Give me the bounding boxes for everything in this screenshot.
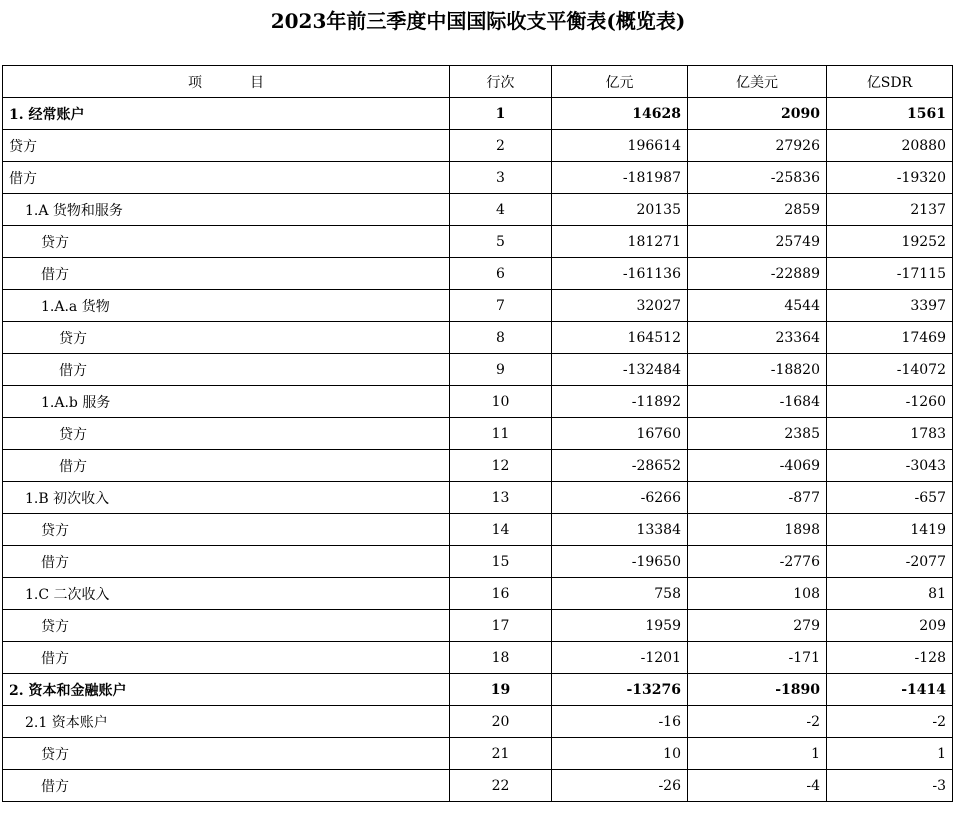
usd-value-cell: -18820	[688, 354, 827, 386]
usd-value-cell: 279	[688, 610, 827, 642]
usd-value-cell: 27926	[688, 130, 827, 162]
item-cell: 贷方	[3, 130, 450, 162]
row-number-cell: 15	[450, 546, 552, 578]
item-cell: 贷方	[3, 322, 450, 354]
cny-value-cell: 10	[552, 738, 688, 770]
item-cell: 1.A 货物和服务	[3, 194, 450, 226]
table-row	[3, 706, 953, 738]
header-sdr: 亿SDR	[827, 66, 953, 98]
usd-value-cell: -4	[688, 770, 827, 802]
cny-value-cell: -6266	[552, 482, 688, 514]
item-cell: 2.1 资本账户	[3, 706, 450, 738]
table-row	[3, 674, 953, 706]
row-number-cell: 11	[450, 418, 552, 450]
row-number-cell: 3	[450, 162, 552, 194]
table-row	[3, 738, 953, 770]
item-cell: 1.A.b 服务	[3, 386, 450, 418]
sdr-value-cell: -128	[827, 642, 953, 674]
table-row	[3, 258, 953, 290]
row-number-cell: 19	[450, 674, 552, 706]
item-cell: 贷方	[3, 514, 450, 546]
header-item-char-1: 项	[188, 74, 202, 91]
sdr-value-cell: 19252	[827, 226, 953, 258]
row-number-cell: 12	[450, 450, 552, 482]
cny-value-cell: -181987	[552, 162, 688, 194]
page-title: 2023年前三季度中国国际收支平衡表(概览表)	[270, 9, 686, 33]
usd-value-cell: -22889	[688, 258, 827, 290]
usd-value-cell: -2776	[688, 546, 827, 578]
cny-value-cell: 14628	[552, 98, 688, 130]
sdr-value-cell: -3	[827, 770, 953, 802]
table-row	[3, 578, 953, 610]
item-cell: 1.C 二次收入	[3, 578, 450, 610]
table-row	[3, 610, 953, 642]
row-number-cell: 10	[450, 386, 552, 418]
sdr-value-cell: 20880	[827, 130, 953, 162]
table-row	[3, 162, 953, 194]
table-row	[3, 226, 953, 258]
row-number-cell: 6	[450, 258, 552, 290]
cny-value-cell: -16	[552, 706, 688, 738]
row-number-cell: 20	[450, 706, 552, 738]
sdr-value-cell: -2	[827, 706, 953, 738]
item-cell: 1.B 初次收入	[3, 482, 450, 514]
item-cell: 1. 经常账户	[3, 98, 450, 130]
cny-value-cell: -1201	[552, 642, 688, 674]
row-number-cell: 14	[450, 514, 552, 546]
sdr-value-cell: 1783	[827, 418, 953, 450]
cny-value-cell: 16760	[552, 418, 688, 450]
table-row	[3, 322, 953, 354]
row-number-cell: 16	[450, 578, 552, 610]
item-cell: 1.A.a 货物	[3, 290, 450, 322]
row-number-cell: 18	[450, 642, 552, 674]
item-cell: 借方	[3, 450, 450, 482]
cny-value-cell: 13384	[552, 514, 688, 546]
usd-value-cell: 2385	[688, 418, 827, 450]
usd-value-cell: -2	[688, 706, 827, 738]
cny-value-cell: 758	[552, 578, 688, 610]
cny-value-cell: 164512	[552, 322, 688, 354]
balance-of-payments-table	[2, 65, 953, 802]
item-cell: 贷方	[3, 610, 450, 642]
item-cell: 借方	[3, 770, 450, 802]
table-row	[3, 642, 953, 674]
header-cny: 亿元	[552, 66, 688, 98]
table-body	[3, 98, 953, 802]
item-cell: 借方	[3, 546, 450, 578]
sdr-value-cell: -657	[827, 482, 953, 514]
cny-value-cell: 1959	[552, 610, 688, 642]
usd-value-cell: -25836	[688, 162, 827, 194]
table-header-row	[3, 66, 953, 98]
header-row-number: 行次	[450, 66, 552, 98]
table-row	[3, 130, 953, 162]
row-number-cell: 8	[450, 322, 552, 354]
table-row	[3, 514, 953, 546]
table-row	[3, 546, 953, 578]
cny-value-cell: 32027	[552, 290, 688, 322]
item-cell: 贷方	[3, 418, 450, 450]
cny-value-cell: 20135	[552, 194, 688, 226]
usd-value-cell: -1890	[688, 674, 827, 706]
table-row	[3, 770, 953, 802]
sdr-value-cell: 209	[827, 610, 953, 642]
sdr-value-cell: -2077	[827, 546, 953, 578]
item-cell: 借方	[3, 258, 450, 290]
cny-value-cell: 181271	[552, 226, 688, 258]
row-number-cell: 22	[450, 770, 552, 802]
cny-value-cell: -161136	[552, 258, 688, 290]
row-number-cell: 9	[450, 354, 552, 386]
table-row	[3, 418, 953, 450]
usd-value-cell: 2859	[688, 194, 827, 226]
row-number-cell: 21	[450, 738, 552, 770]
table-row	[3, 354, 953, 386]
item-cell: 贷方	[3, 738, 450, 770]
row-number-cell: 13	[450, 482, 552, 514]
item-cell: 贷方	[3, 226, 450, 258]
cny-value-cell: -13276	[552, 674, 688, 706]
sdr-value-cell: -1414	[827, 674, 953, 706]
header-item-char-2: 目	[250, 74, 264, 91]
row-number-cell: 1	[450, 98, 552, 130]
row-number-cell: 7	[450, 290, 552, 322]
header-item	[3, 66, 450, 98]
cny-value-cell: -26	[552, 770, 688, 802]
usd-value-cell: -171	[688, 642, 827, 674]
table-row	[3, 290, 953, 322]
usd-value-cell: 2090	[688, 98, 827, 130]
usd-value-cell: 108	[688, 578, 827, 610]
sdr-value-cell: -3043	[827, 450, 953, 482]
sdr-value-cell: -19320	[827, 162, 953, 194]
table-row	[3, 386, 953, 418]
cny-value-cell: 196614	[552, 130, 688, 162]
usd-value-cell: -4069	[688, 450, 827, 482]
table-row	[3, 482, 953, 514]
cny-value-cell: -132484	[552, 354, 688, 386]
usd-value-cell: 25749	[688, 226, 827, 258]
cny-value-cell: -19650	[552, 546, 688, 578]
row-number-cell: 5	[450, 226, 552, 258]
cny-value-cell: -28652	[552, 450, 688, 482]
usd-value-cell: -877	[688, 482, 827, 514]
sdr-value-cell: -1260	[827, 386, 953, 418]
sdr-value-cell: 1419	[827, 514, 953, 546]
usd-value-cell: -1684	[688, 386, 827, 418]
item-cell: 借方	[3, 642, 450, 674]
sdr-value-cell: -14072	[827, 354, 953, 386]
table-row	[3, 450, 953, 482]
sdr-value-cell: 1	[827, 738, 953, 770]
row-number-cell: 4	[450, 194, 552, 226]
header-usd: 亿美元	[688, 66, 827, 98]
usd-value-cell: 23364	[688, 322, 827, 354]
cny-value-cell: -11892	[552, 386, 688, 418]
row-number-cell: 2	[450, 130, 552, 162]
sdr-value-cell: 1561	[827, 98, 953, 130]
usd-value-cell: 4544	[688, 290, 827, 322]
item-cell: 借方	[3, 354, 450, 386]
sdr-value-cell: -17115	[827, 258, 953, 290]
sdr-value-cell: 81	[827, 578, 953, 610]
item-cell: 2. 资本和金融账户	[3, 674, 450, 706]
sdr-value-cell: 3397	[827, 290, 953, 322]
sdr-value-cell: 2137	[827, 194, 953, 226]
row-number-cell: 17	[450, 610, 552, 642]
usd-value-cell: 1	[688, 738, 827, 770]
item-cell: 借方	[3, 162, 450, 194]
table-row	[3, 194, 953, 226]
table-row	[3, 98, 953, 130]
usd-value-cell: 1898	[688, 514, 827, 546]
sdr-value-cell: 17469	[827, 322, 953, 354]
